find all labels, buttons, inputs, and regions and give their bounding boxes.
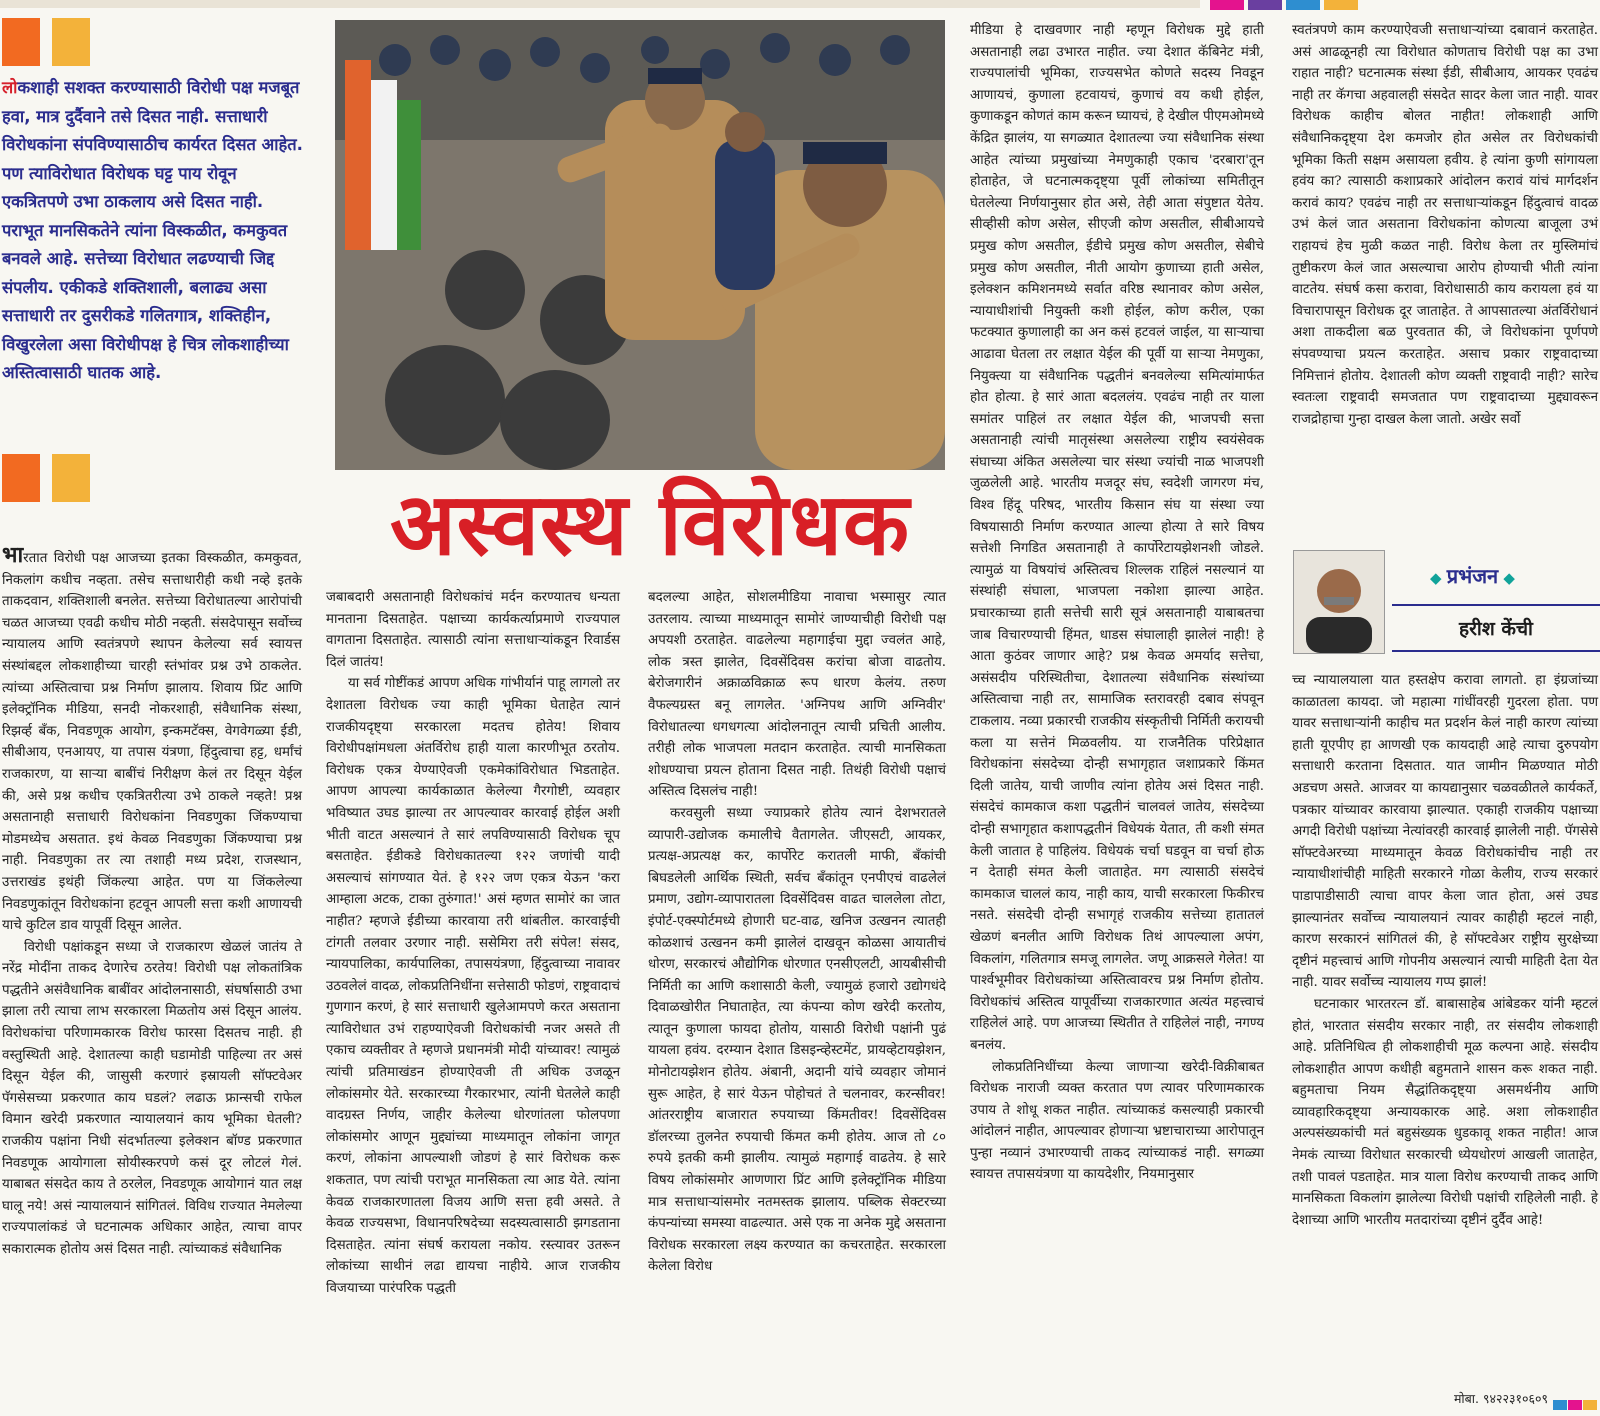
top-cream-band: [0, 0, 1200, 8]
column-brand-text: प्रभंजन: [1446, 564, 1499, 588]
deco-square-orange-bottom: [2, 454, 40, 502]
author-divider-bottom: [1392, 650, 1600, 652]
strip-block-purple: [1248, 0, 1282, 10]
author-divider-top: [1392, 604, 1600, 606]
diamond-icon: ◆: [1498, 569, 1515, 587]
dropcap: भा: [2, 542, 24, 568]
article-column-4: [970, 20, 1264, 1411]
paragraph-text: रतात विरोधी पक्ष आजच्या इतका विस्कळीत, कमकुवत, निकलांग कधीच नव्हता. तसेच सत्ताधारीही कधी नव्हे इतके ताकदवान, शक्तिशाली बनलेत. सत्तेच्या विरोधातल्या आरोपांची चळत आजच्या एवढी कधीच मोठी नव्हती. संसदेपासून सर्वोच्च न्यायालय आणि स्वतंत्रपणे स्थापन केलेल्या सर्व स्वायत्त संस्थांबद्दल लोकशाहीच्या चारही स्तंभांवर प्रश्न उभे ठाकलेत. त्यांच्या अस्तित्वाचा प्रश्न निर्माण झालाय. शिवाय प्रिंट आणि इलेक्ट्रॉनिक मीडिया, सनदी नोकरशाही, संवैधानिक संस्था, रिझर्व्ह बँक, निवडणूक आयोग, इन्कमटॅक्स, वेगवेगळ्या ईडी, सीबीआय, एनआयए, या तपास यंत्रणा, हिंदुत्वाचा हट्ट, धर्मांचं राजकारण, या साऱ्या बाबींचं निरीक्षण केलं तर दिसून येईल की, असे प्रश्न कधीच एकत्रितरीत्या उभे ठाकले नव्हते! प्रश्न असतानाही सत्ताधारी विरोधकांना निवडणुका जिंकण्याचा मोडमध्येच असतात. इथं केवळ निवडणुका जिंकण्याचा प्रश्न नाही. निवडणुका तर त्या तशाही मध्य प्रदेश, राजस्थान, उत्तराखंड इथंही जिंकल्या आहेत. पण या जिंकलेल्या निवडणुकांतून विरोधकांना हटवून आपली सत्ता कशी आणायची याचे कुटिल डाव यापूर्वी दिसून आलेत.: [2, 551, 302, 934]
article-paragraph: लोकप्रतिनिधींच्या केल्या जाणाऱ्या खरेदी-विक्रीबाबत विरोधक नाराजी व्यक्त करतात पण त्यावर परिणामकारक उपाय ते शोधू शकत नाहीत. त्यांच्याकडं कसल्याही प्रकारची आंदोलनं नाहीत, आपल्यावर होणाऱ्या भ्रष्टाचाराच्या आरोपातून पुन्हा नव्यानं उभारण्याची ताकद त्यांच्याकडं नाही. सगळ्या स्वायत्त तपासयंत्रणा या कायदेशीर, नियमानुसार: [970, 1059, 1264, 1183]
article-paragraph: करवसुली सध्या ज्याप्रकारे होतेय त्यानं देशभरातले व्यापारी-उद्योजक कमालीचे वैतागलेत. जीएसटी, आयकर, प्रत्यक्ष-अप्रत्यक्ष कर, कार्पोरेट करातली माफी, बँकांची बिघडलेली आर्थिक स्थिती, सर्वच बँकांतून एनपीएचं वाढलेलं प्रमाण, उद्योग-व्यापारातला दिवसेंदिवस वाढत चाललेला तोटा, इंपोर्ट-एक्स्पोर्टमध्ये होणारी घट-वाढ, खनिज उत्खनन त्यातही कोळशाचं उत्खनन कमी झालेलं दाखवून कोळसा आयातीचं धोरण, सरकारचं औद्योगिक धोरणात एनसीएलटी, आयबीसीची निर्मिती का आणि कशासाठी केली, ज्यामुळं हजारो उद्योगधंदे दिवाळखोरीत निघाताहेत, त्या कंपन्या कोण खरेदी करतोय, त्यातून कुणाला फायदा होतोय, यासाठी विरोधी पक्षांनी पुढं यायला हवंय. दरम्यान देशात डिसइन्व्हेस्टमेंट, प्रायव्हेटायझेशन, मोनोटायझेशन होतेय. अंबानी, अदानी यांचे व्यवहार जोमानं सुरू आहेत, हे सारं येऊन पोहोचतं ते चलनावर, करन्सीवर! आंतरराष्ट्रीय बाजारात रुपयाच्या किंमतीवर! दिवसेंदिवस डॉलरच्या तुलनेत रुपयाची किंमत कमी होतेय. आज तो ८० रुपये इतकी कमी झालीय. त्यामुळं महागाई वाढतेय. हे सारे विषय लोकांसमोर आणणारा प्रिंट आणि इलेक्ट्रॉनिक मीडिया मात्र सत्ताधाऱ्यांसमोर नतमस्तक झालाय. पब्लिक सेक्टरच्या कंपन्यांच्या समस्या वाढल्यात. असे एक ना अनेक मुद्दे असताना विरोधक सरकारला लक्ष्य करण्यात का कचरताहेत. सरकारला केलेला विरोध: [648, 805, 946, 1275]
photo-illustration: [335, 20, 945, 470]
strip-block-magenta: [1210, 0, 1244, 10]
article-paragraph: विरोधी पक्षांकडून सध्या जे राजकारण खेळलं जातंय ते नरेंद्र मोदींना ताकद देणारेच ठरतेय! विरोधी पक्ष लोकतांत्रिक पद्धतीने असंवैधानिक बाबींवर आंदोलनासाठी, संघर्षासाठी उभा झाला तरी त्याचा लाभ सरकारला मिळतोय असं दिसून आलंय. विरोधकांचा परिणामकारक विरोध फारसा दिसतच नाही. ही वस्तुस्थिती आहे. देशातल्या काही घडामोडी पाहिल्या तर असं दिसून येईल की, जासुसी करणारं इस्रायली सॉफ्टवेअर पॅगसेसच्या प्रकरणात काय घडलं? लढाऊ फ्रान्सची राफेल विमान खरेदी प्रकरणात न्यायालयानं काय भूमिका घेतली? राजकीय पक्षांना निधी संदर्भातल्या इलेक्शन बॉण्ड प्रकरणात निवडणूक आयोगाला सोयीस्करपणे कसं दूर लोटलं गेलं. याबाबत संसदेत काय ते ठरलेल, निवडणूक आयोगानं यात लक्ष घालू नये! असं न्यायालयानं सांगितलं. विविध राज्यात नेमलेल्या राज्यपालांकडं जे घटनात्मक अधिकार आहेत, त्याचा वापर सकारात्मक होतोय असं दिसत नाही. त्यांच्याकडं संवैधानिक: [2, 939, 302, 1257]
end-color-bars: [1552, 1395, 1598, 1405]
author-name: हरीश केंची: [1459, 618, 1533, 640]
article-column-5-bottom: [1292, 670, 1598, 1388]
article-column-2: [326, 587, 620, 1411]
end-bar-yellow: [1583, 1400, 1597, 1410]
article-column-1: [2, 542, 302, 1411]
article-paragraph: च्च न्यायालयाला यात हस्तक्षेप करावा लागतो. हा इंग्रजांच्या काळातला कायदा. जो महात्मा गांधींवरही गुदरला होता. पण यावर सत्ताधाऱ्यांनी काहीच मत प्रदर्शन केलं नाही कारण त्यांच्या हाती यूएपीए हा आणखी एक कायदाही आहे त्याचा दुरुपयोग सत्ताधारी करताना दिसतात. यात जामीन मिळण्यात मोठी अडचण असते. आजवर या कायद्यानुसार चळवळीतले कार्यकर्ते, पत्रकार यांच्यावर कारवाया झाल्यात. एकाही राजकीय पक्षाच्या अगदी विरोधी पक्षांच्या नेत्यांवरही कारवाई झालेली नाही. पॅगसेसे सॉफ्टवेअरच्या माध्यमातून केवळ विरोधकांचीच नाही तर न्यायाधीशांचीही माहिती सरकारने गोळा केलीय, राज्य सरकारं पाडापाडीसाठी त्याचा वापर केला जात होता, असं उघड झाल्यानंतर सर्वोच्च न्यायालयानं त्यावर काहीही म्हटलं नाही, कारण सरकारनं सांगितलं की, हे सॉफ्टवेअर राष्ट्रीय सुरक्षेच्या दृष्टीनं महत्त्वाचं आणि गोपनीय असल्यानं त्याची माहिती देता येत नाही. यावर सर्वोच्च न्यायालय गप्प झालं!: [1292, 673, 1598, 991]
column-brand: [1430, 562, 1590, 594]
diamond-icon: ◆: [1430, 569, 1447, 587]
article-paragraph: मीडिया हे दाखवणार नाही म्हणून विरोधक मुद्दे हाती असतानाही लढा उभारत नाहीत. ज्या देशात कॅबिनेट मंत्री, राज्यपालांची भूमिका, राज्यसभेत कोणते सदस्य निवडून आणायचं, कुणाला हटवायचं, कुणाचं वय कधी होईल, कुणाकडून कोणतं काम करून घ्यायचं, हे देखील पीएमओमध्ये केंद्रित झालंय, या सगळ्यात देशातल्या ज्या संवैधानिक संस्था आहेत त्यांच्या प्रमुखांच्या नेमणुकाही एकाच 'दरबारा'तून होताहेत, जे घटनात्मकदृष्ट्या पूर्वी लोकांच्या समितीतून घेतलेल्या निर्णयानुसार होत असे, तेही आता संपुष्टात येतेय. सीव्हीसी कोण असेल, सीएजी कोण असतील, सीबीआयचे प्रमुख कोण असतील, ईडीचे प्रमुख कोण असतील, सेबीचे प्रमुख कोण असतील, नीती आयोग कुणाच्या हाती असेल, इलेक्शन कमिशनमध्ये सर्वात वरिष्ठ स्थानावर कोण असेल, न्यायाधीशांची नियुक्ती कशी होईल, कोण करील, एका फटक्यात कुणालाही का अन कसं हटवलं जाईल, या साऱ्याचा आढावा घेतला तर लक्षात येईल की पूर्वी या साऱ्या नेमणुका, नियुक्त्या या संवैधानिक पद्धतीनं बनवलेल्या समित्यांमार्फत होत होत्या. हे सारं आता बदललंय. एवढंच नाही तर याला समांतर पाहिलं तर लक्षात येईल की, भाजपची सत्ता असतानाही त्यांची मातृसंस्था असलेल्या राष्ट्रीय स्वयंसेवक संघाच्या अंकित असलेल्या चार संस्था ज्यांची नाळ भाजपशी जुळलेली आहे. भारतीय मजदूर संघ, स्वदेशी जागरण मंच, विश्व हिंदू परिषद, भारतीय किसान संघ या संस्था ज्या विषयासाठी निर्माण करण्यात आल्या होत्या ते सारे विषय सत्तेशी निगडित असतानाही ते कार्पोरेटायझेशनशी जोडले. त्यामुळं या विषयांचं अस्तित्वच शिल्लक राहिलं नसल्यानं या संस्थांही संघाला, भाजपला नकोशा झाल्या आहेत. प्रचारकाच्या हाती सत्तेची सारी सूत्रं असतानाही याबाबतचा जाब विचारण्याची हिंमत, धाडस संघालाही झालेलं नाही! हे आता कुठंवर जाणार आहे? प्रश्न केवळ अमर्याद सत्तेचा, असंसदीय परिस्थितीचा, देशातल्या संवैधानिक संस्थांच्या अस्तित्वाचा नाही तर, सामाजिक स्तरावरही दबाव संपवून टाकलाय. नव्या प्रकारची राजकीय संस्कृतीची निर्मिती करायची कला या सत्तेनं मिळवलीय. या राजनैतिक परिप्रेक्षात विरोधकांना संसदेच्या दोन्ही सभागृहात जशाप्रकारे किंमत दिली जातेय, याची जाणीव त्यांना होतेय असं दिसत नाही. संसदेचं कामकाज कशा पद्धतीनं चालवलं जातेय, संसदेच्या दोन्ही सभागृहात कशापद्धतीनं विधेयकं येतात, ती कशी संमत केली जातात हे पाहिलंय. विधेयकं चर्चा घडवून वा चर्चा होऊ न देताही संमत केली जाताहेत. मग त्यासाठी संसदेचं कामकाज चाललं काय, नाही काय, याची सरकारला फिकीरच नसते. संसदेची दोन्ही सभागृहं राजकीय सत्तेच्या हातातलं खेळणं बनलीत आणि विरोधक तिथं आपल्याला अपंग, विकलांग, गलितगात्र समजू लागलेत. जणू आक्रसले गेलेत! या पार्श्वभूमीवर विरोधकांच्या अस्तित्वावरच प्रश्न निर्माण होतोय. विरोधकांचं अस्तित्व यापूर्वीच्या राजकारणात अत्यंत महत्त्वाचं राहिलेलं आहे. पण आजच्या स्थितीत ते राहिलेलं नाही, नगण्य बनलंय.: [970, 23, 1264, 1053]
intro-blurb: [2, 74, 308, 388]
article-paragraph: घटनाकार भारतरत्न डॉ. बाबासाहेब आंबेडकर यांनी म्हटलं होतं, भारतात संसदीय सरकार नाही, तर संसदीय लोकशाही आहे. प्रतिनिधित्व ही लोकशाहीची मूळ कल्पना आहे. संसदीय लोकशाहीत आपण कधीही बहुमताने शासन करू शकत नाही. बहुमताचा नियम सैद्धांतिकदृष्ट्या असमर्थनीय आणि व्यावहारिकदृष्ट्या अन्यायकारक आहे. अशा लोकशाहीत अल्पसंख्यकांची मतं बहुसंख्यक धुडकावू शकत नाहीत! आज नेमकं त्याच्या विरोधात सरकारची ध्येयधोरणं आखली जाताहेत, तशी पावलं पडताहेत. मात्र याला विरोध करण्याची ताकद आणि मानसिकता विकलांग झालेल्या विरोधी पक्षांची राहिलेली नाही. हे देशाच्या आणि भारतीय मतदारांच्या दृष्टीनं दुर्दैव आहे!: [1292, 996, 1598, 1228]
author-photo: [1293, 550, 1385, 654]
protest-police-crowd-photo: [335, 20, 945, 470]
blurb-first-letters: लो: [2, 78, 18, 97]
author-phone: मोबा. ९४२२३१०६०९: [1453, 1391, 1548, 1406]
headline: अस्वस्थ विरोधक: [389, 475, 911, 575]
article-column-5-top: [1292, 20, 1598, 540]
strip-block-blue: [1286, 0, 1320, 10]
strip-block-yellow: [1324, 0, 1358, 10]
article-column-3: [648, 587, 946, 1411]
article-paragraph: जबाबदारी असतानाही विरोधकांचं मर्दन करण्यातच धन्यता मानताना दिसताहेत. पक्षाच्या कार्यकर्त्याप्रमाणे राज्यपाल वागताना दिसताहेत. त्यासाठी त्यांना सत्ताधाऱ्यांकडून रिवार्डस दिलं जातंय!: [326, 590, 620, 670]
article-paragraph: स्वतंत्रपणे काम करण्याऐवजी सत्ताधाऱ्यांच्या दबावानं करताहेत. असं आढळूनही त्या विरोधात कोणताच विरोधी पक्ष का उभा राहात नाही? घटनात्मक संस्था ईडी, सीबीआय, आयकर एवढंच नाही तर कॅगचा अहवालही संसदेत सादर केला जात नाही. यावर विरोधक काहीच बोलत नाहीत! लोकशाही आणि संवैधानिकदृष्ट्या देश कमजोर होत असेल तर विरोधकांची भूमिका किती सक्षम असायला हवीय. हे त्यांना कुणी सांगायला हवंय का? त्यासाठी कशाप्रकारे आंदोलन करावं यांचं मार्गदर्शन करावं काय? एवढंच नाही तर सत्ताधाऱ्यांकडून हिंदुत्वाचं वादळ उभं केलं जात असताना विरोधकांना कोणत्या बाजूला उभं राहायचं हेच मुळी कळत नाही. विरोध केला तर मुस्लिमांचं तुष्टीकरण केलं जात असल्याचा आरोप होण्याची भीती त्यांना वाटतेय. संघर्ष कसा करावा, विरोधासाठी काय करायला हवं या विचारापासून विरोधक दूर जाताहेत. ते आपसातल्या अंतर्विरोधानं अशा ताकदीला बळ पुरवतात की, जे विरोधकांना पूर्णपणे संपवण्याचा प्रयत्न करताहेत. असाच प्रकार राष्ट्रवादाच्या निमित्तानं होतोय. देशातली कोण व्यक्ती राष्ट्रवादी नाही? सारेच स्वतःला राष्ट्रवादी समजतात पण राष्ट्रवादाच्या मुद्द्यावरून राजद्रोहाचा गुन्हा दाखल केला जातो. अखेर सर्वो: [1292, 23, 1598, 427]
article-paragraph: या सर्व गोष्टींकडं आपण अधिक गांभीर्यानं पाहू लागलो तर देशातला विरोधक ज्या काही भूमिका घेताहेत त्यानं राजकीयदृष्ट्या सरकारला मदतच होतेय! शिवाय विरोधीपक्षांमधला अंतर्विरोध हाही याला कारणीभूत ठरतोय. विरोधक एकत्र येण्याऐवजी एकमेकांविरोधात भिडताहेत. आपण आपल्या कार्यकाळात केलेल्या गैरगोष्टी, व्यवहार भविष्यात उघड झाल्या तर आपल्यावर कारवाई होईल अशी भीती वाटत असल्यानं ते सारं लपविण्यासाठी विरोधक चूप बसताहेत. ईडीकडे विरोधकातल्या १२२ जणांची यादी असल्याचं सांगण्यात येतं. हे १२२ जण एकत्र येऊन 'करा आम्हाला अटक, टाका तुरुंगात!' असं म्हणत सामोरं का जात नाहीत? म्हणजे ईडीच्या कारवाया तरी थांबतील. कारवाईची टांगती तलवार उरणार नाही. ससेमिरा तरी संपेल! संसद, न्यायपालिका, कार्यपालिका, तपासयंत्रणा, हिंदुत्वाच्या नावावर उठवलेलं वादळ, लोकप्रतिनिधींना सत्तेसाठी फोडणं, राष्ट्रवादाचं गुणगान करणं, हे सारं सत्ताधारी खुलेआमपणे करत असताना त्याविरोधात उभं राहण्याऐवजी विरोधकांची नजर असते ती एकाच व्यक्तीवर ते म्हणजे प्रधानमंत्री मोदी यांच्यावर! त्यामुळं त्यांची प्रतिमाखंडन होण्याऐवजी ती अधिक उजळून लोकांसमोर येते. सरकारच्या गैरकारभार, त्यांनी घेतलेले काही वादग्रस्त निर्णय, जाहीर केलेल्या धोरणांतला फोलपणा लोकांसमोर आणून मुद्द्यांच्या माध्यमातून लोकांना जागृत करणं, लोकांना आपल्याशी जोडणं हे सारं विरोधक करू शकतात, पण त्यांची पराभूत मानसिकता त्या आड येते. त्यांना केवळ राजकारणातला विजय आणि सत्ता हवी असते. ते केवळ राज्यसभा, विधानपरिषदेच्या सदस्यत्वासाठी झगडताना दिसताहेत. त्यांना संघर्ष करायला नकोय. रस्त्यावर उतरून लोकांच्या साथीनं लढा द्यायचा नाहीये. आज राजकीय विजयाच्या पारंपरिक पद्धती: [326, 676, 620, 1296]
article-paragraph: बदलल्या आहेत, सोशलमीडिया नावाचा भस्मासुर त्यात उतरलाय. त्याच्या माध्यमातून सामोरं जाण्याचीही विरोधी पक्ष अपयशी ठरताहेत. वाढलेल्या महागाईचा मुद्दा ज्वलंत आहे, लोक त्रस्त झालेत, दिवसेंदिवस करांचा बोजा वाढतोय. बेरोजगारीनं अक्राळविक्राळ रूप धारण केलंय. तरुण वैफल्यग्रस्त बनू लागलेत. 'अग्निपथ आणि अग्निवीर' विरोधातल्या धगधगत्या आंदोलनातून त्याची प्रचिती आलीय. तरीही लोक भाजपला मतदान करताहेत. त्याची मानसिकता शोधण्याचा प्रयत्न होताना दिसत नाही. तिथंही विरोधी पक्षाचं अस्तित्व दिसलंच नाही!: [648, 590, 946, 800]
top-strip: [0, 0, 1600, 10]
author-portrait: [1294, 551, 1384, 653]
blurb-text: कशाही सशक्त करण्यासाठी विरोधी पक्ष मजबूत हवा, मात्र दुर्दैवाने तसे दिसत नाही. सत्ताधारी विरोधकांना संपविण्यासाठीच कार्यरत दिसत आहेत. पण त्याविरोधात विरोधक घट्ट पाय रोवून एकत्रितपणे उभा ठाकलाय असे दिसत नाही. पराभूत मानसिकतेने त्यांना विस्कळीत, कमकुवत बनवले आहे. सत्तेच्या विरोधात लढण्याची जिद्द संपलीय. एकीकडे शक्तिशाली, बलाढ्य असा सत्ताधारी तर दुसरीकडे गलितगात्र, शक्तिहीन, विखुरलेला असा विरोधीपक्ष हे चित्र लोकशाहीच्या अस्तित्वासाठी घातक आहे.: [2, 78, 303, 382]
deco-square-yellow-bottom: [52, 454, 90, 502]
end-bar-magenta: [1568, 1400, 1582, 1410]
deco-square-orange-top: [2, 18, 40, 66]
article-paragraph: [2, 542, 302, 937]
end-bar-blue: [1553, 1400, 1567, 1410]
deco-square-yellow-top: [52, 18, 90, 66]
